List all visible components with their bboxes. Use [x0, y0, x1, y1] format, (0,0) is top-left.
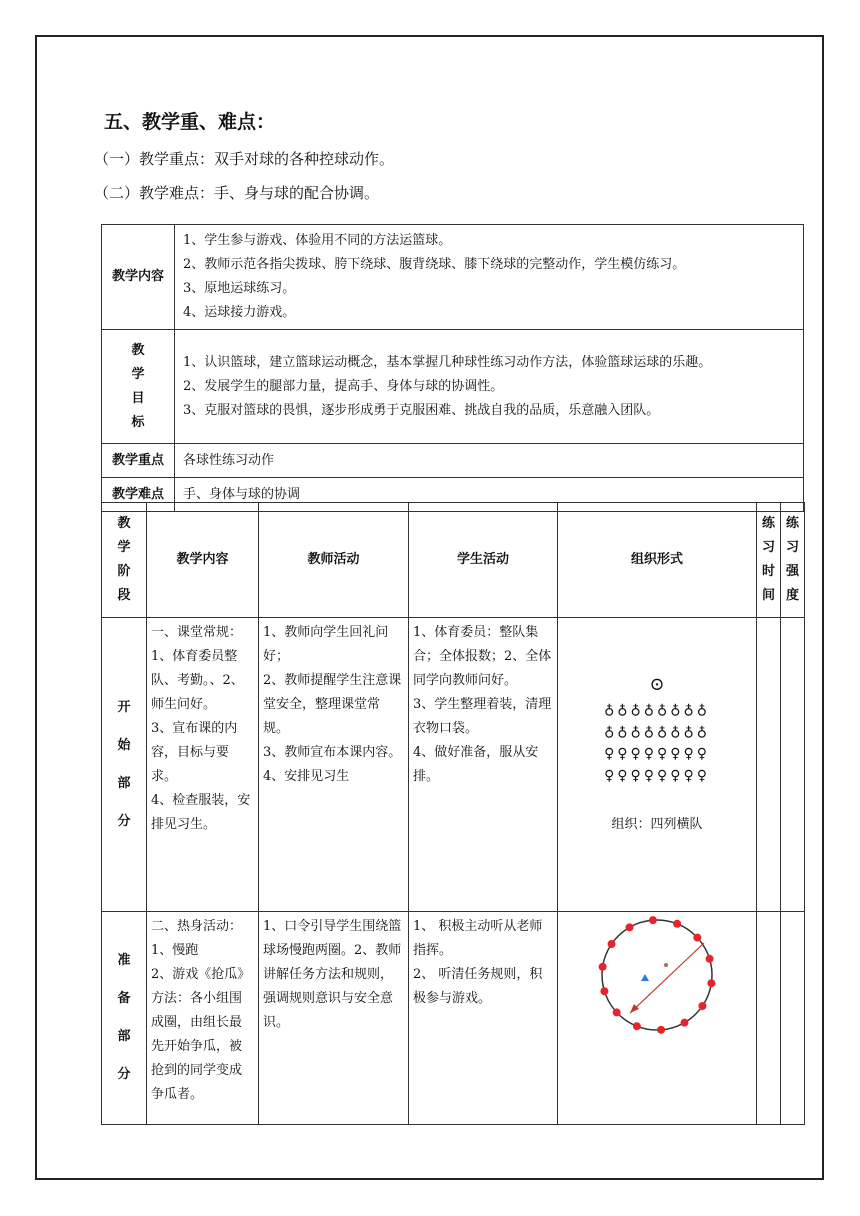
prepare-practice-intensity — [781, 912, 805, 1125]
key-point-line: （一）教学重点：双手对球的各种控球动作。 — [94, 150, 395, 168]
lesson-plan-table — [101, 502, 805, 1125]
student-dot — [707, 979, 715, 987]
student-dot — [600, 987, 608, 995]
formation-row-male: ♁♁♁♁♁♁♁♁ — [604, 724, 710, 740]
student-dot — [657, 1026, 665, 1034]
header-stage: 教 学 阶 段 — [102, 503, 147, 618]
difficulty-value: 手、身体与球的协调 — [175, 478, 804, 512]
student-dot — [633, 1022, 641, 1030]
start-practice-time — [757, 618, 781, 912]
goal-cell — [175, 330, 804, 444]
content-item: 3、原地运球练习。 — [183, 281, 296, 296]
start-student-activity: 1、体育委员：整队集合；全体报数；2、全体同学向教师问好。 3、学生整理着装，清理衣物口袋。 4、做好准备，服从安排。 — [409, 618, 558, 912]
start-practice-intensity — [781, 618, 805, 912]
formation-row-male: ♁♁♁♁♁♁♁♁ — [604, 702, 710, 718]
student-dot — [680, 1019, 688, 1027]
goal-item: 3、克服对篮球的畏惧，逐步形成勇于克服困难、挑战自我的品质，乐意融入团队。 — [183, 402, 660, 418]
header-teacher: 教师活动 — [259, 503, 409, 618]
header-organization: 组织形式 — [558, 503, 757, 618]
content-item: 1、学生参与游戏、体验用不同的方法运篮球。 — [183, 233, 452, 248]
header-student: 学生活动 — [409, 503, 558, 618]
content-cell — [175, 225, 804, 330]
start-teacher-activity: 1、教师向学生回礼问好； 2、教师提醒学生注意课堂安全，整理课堂常规。 3、教师宣布本课内容。 4、安排见习生 — [259, 618, 409, 912]
section-heading: 五、教学重、难点： — [104, 111, 276, 133]
prepare-content: 二、热身活动： 1、慢跑 2、游戏《抢瓜》方法：各小组围成圈，由组长最先开始争瓜，被抢到的同学变成争瓜者。 — [147, 912, 259, 1125]
student-dot — [649, 916, 657, 924]
header-practice-time: 练 习 时 间 — [757, 503, 781, 618]
student-dot — [599, 963, 607, 971]
formation-row-female: ♀♀♀♀♀♀♀♀ — [604, 768, 710, 784]
center-marker — [664, 963, 668, 967]
formation-caption: 组织：四列横队 — [611, 817, 703, 832]
start-formation — [558, 618, 757, 912]
key-value: 各球性练习动作 — [175, 444, 804, 478]
header-content: 教学内容 — [147, 503, 259, 618]
prepare-teacher-activity: 1、口令引导学生围绕篮球场慢跑两圈。2、教师讲解任务方法和规则，强调规则意识与安全意识。 — [259, 912, 409, 1125]
difficulty-line: （二）教学难点：手、身与球的配合协调。 — [94, 184, 380, 202]
key-label: 教学重点 — [102, 444, 175, 478]
prepare-formation — [558, 912, 757, 1125]
start-content: 一、课堂常规： 1、体育委员整队、考勤。、2、师生问好。 3、宣布课的内容，目标与要求。 4、检查服装，安排见习生。 — [147, 618, 259, 912]
difficulty-label: 教学难点 — [102, 478, 175, 512]
teacher-position-icon: ⊙ — [649, 674, 665, 695]
student-dot — [693, 934, 701, 942]
direction-arrow — [630, 943, 704, 1013]
content-label: 教学内容 — [102, 225, 175, 330]
goal-item: 1、认识篮球，建立篮球运动概念，基本掌握几种球性练习动作方法，体验篮球运球的乐趣。 — [183, 354, 712, 370]
student-dot — [608, 940, 616, 948]
student-dot — [626, 923, 634, 931]
student-dot — [706, 955, 714, 963]
content-item: 2、教师示范各指尖拨球、胯下绕球、腹背绕球、膝下绕球的完整动作，学生模仿练习。 — [183, 257, 686, 272]
goal-item: 2、发展学生的腿部力量，提高手、身体与球的协调性。 — [183, 378, 504, 394]
header-practice-intensity: 练 习 强 度 — [781, 503, 805, 618]
player-triangle-icon — [641, 974, 649, 981]
stage-prepare: 准 备 部 分 — [102, 912, 147, 1125]
content-item: 4、运球接力游戏。 — [183, 305, 296, 320]
prepare-student-activity: 1、 积极主动听从老师指挥。 2、 听清任务规则，积极参与游戏。 — [409, 912, 558, 1125]
stage-start: 开 始 部 分 — [102, 618, 147, 912]
circle-formation-diagram — [592, 915, 722, 1035]
student-dot — [698, 1002, 706, 1010]
formation-row-female: ♀♀♀♀♀♀♀♀ — [604, 746, 710, 762]
student-dot — [613, 1008, 621, 1016]
info-table — [101, 224, 804, 512]
student-dot — [673, 920, 681, 928]
goal-label: 教 学 目 标 — [102, 330, 175, 444]
prepare-practice-time — [757, 912, 781, 1125]
